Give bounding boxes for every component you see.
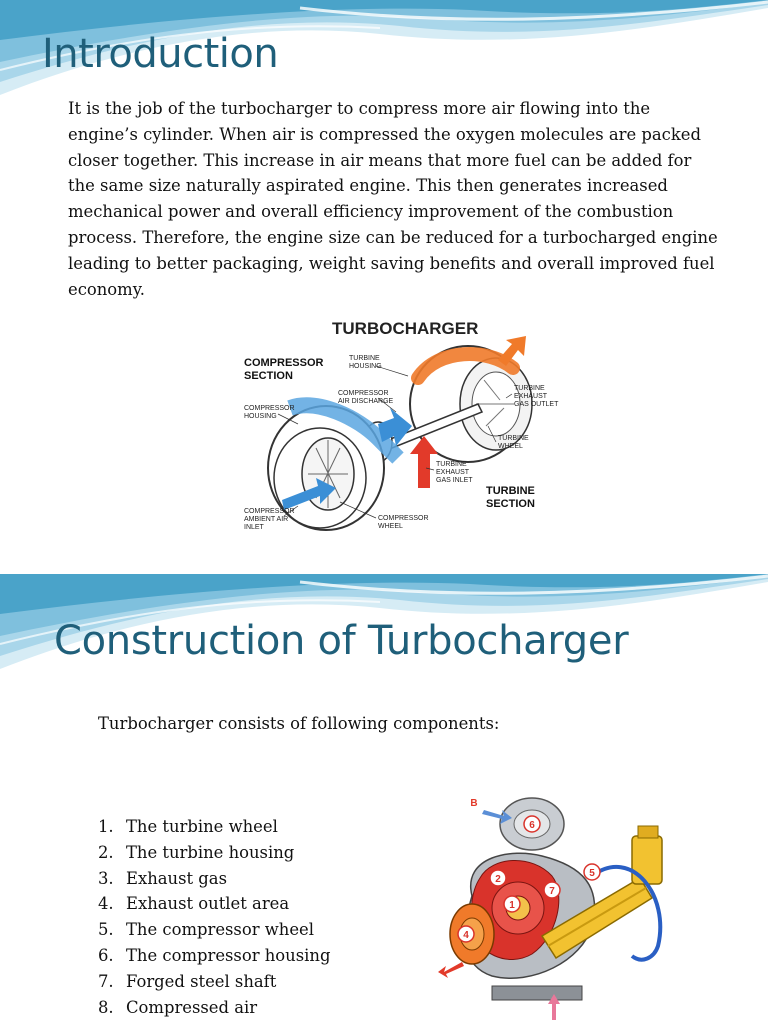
page-title: Introduction — [42, 31, 279, 77]
label-exhaust-outlet-3: GAS OUTLET — [514, 401, 559, 408]
components-intro: Turbocharger consists of following components: — [98, 714, 500, 733]
label-turbine-housing-1: TURBINE — [349, 355, 380, 362]
list-item — [98, 891, 330, 917]
label-compressor-section-2: SECTION — [244, 370, 293, 382]
label-exhaust-outlet-1: TURBINE — [514, 385, 545, 392]
list-item-number: 4. — [98, 894, 114, 914]
list-item-label: The compressor housing — [126, 945, 331, 965]
intro-paragraph — [68, 96, 720, 302]
list-item — [98, 866, 330, 892]
label-exhaust-inlet-2: EXHAUST — [436, 469, 470, 476]
label-compressor-housing-1: COMPRESSOR — [244, 405, 295, 412]
list-item-label: The turbine wheel — [126, 817, 278, 836]
list-item — [98, 840, 330, 866]
list-item-label: The turbine housing — [126, 842, 295, 862]
turbocharger-cutaway-image — [432, 786, 682, 1024]
list-item-number: 3. — [98, 868, 114, 888]
label-turbine-wheel-1: TURBINE — [498, 435, 529, 442]
slide-construction — [0, 574, 768, 1024]
label-air-discharge-2: AIR DISCHARGE — [338, 398, 394, 405]
list-item — [98, 969, 330, 995]
label-turbine-wheel-2: WHEEL — [498, 443, 523, 450]
list-item-number: 2. — [98, 842, 114, 862]
cutaway-label-5: 5 — [589, 868, 595, 879]
turbocharger-diagram — [228, 308, 564, 556]
svg-text:COMPRESSORAIR DISCHARGE — [338, 390, 394, 405]
label-exhaust-inlet-3: GAS INLET — [436, 477, 473, 484]
intro-paragraph-text: It is the job of the turbocharger to compress more air flowing into the engine’s cylinder. When air is compressed the oxygen molecules are packed closer together. This increase in air means that more fuel can be added for the same size naturally aspirated engine. This then generates increased mechanical power and overall efficiency improvement of the combustion process. Therefore, the engine size can be reduced for a turbocharged engine leading to better packaging, weight saving benefits and overall improved fuel economy. — [68, 99, 718, 299]
label-compressor-wheel-1: COMPRESSOR — [378, 515, 429, 522]
list-item-label: Compressed air — [126, 997, 258, 1017]
list-item-number: 5. — [98, 920, 114, 940]
list-item-number: 1. — [98, 817, 114, 836]
list-item — [98, 943, 330, 969]
label-turbine-section-2: SECTION — [486, 498, 535, 510]
components-list — [98, 814, 330, 1020]
list-item-label: Forged steel shaft — [126, 971, 277, 991]
label-exhaust-inlet-1: TURBINE — [436, 461, 467, 468]
label-exhaust-outlet-2: EXHAUST — [514, 393, 548, 400]
cutaway-label-2: 2 — [495, 874, 501, 885]
label-air-discharge-1: COMPRESSOR — [338, 390, 389, 397]
list-item-number: 8. — [98, 997, 114, 1017]
label-ambient-inlet-2: AMBIENT AIR — [244, 516, 289, 523]
svg-text:TURBINESECTION — [486, 485, 535, 510]
cutaway-label-4: 4 — [463, 930, 469, 941]
label-turbine-housing-2: HOUSING — [349, 363, 382, 370]
list-item-number: 6. — [98, 945, 114, 965]
label-compressor-section-1: COMPRESSOR — [244, 357, 324, 369]
label-compressor-wheel-2: WHEEL — [378, 523, 403, 530]
list-item — [98, 995, 330, 1021]
list-item-label: The compressor wheel — [126, 920, 314, 940]
label-compressor-housing-2: HOUSING — [244, 413, 277, 420]
list-item — [98, 917, 330, 943]
cutaway-label-b: B — [470, 798, 478, 809]
section-title: Construction of Turbocharger — [54, 618, 629, 664]
cutaway-label-6: 6 — [529, 820, 535, 831]
list-item-label: Exhaust gas — [126, 868, 227, 888]
diagram-heading: TURBOCHARGER — [332, 319, 479, 338]
label-ambient-inlet-3: INLET — [244, 524, 264, 531]
label-ambient-inlet-1: COMPRESSOR — [244, 508, 295, 515]
list-item-number: 7. — [98, 971, 114, 991]
list-item-label: Exhaust outlet area — [126, 894, 290, 914]
cutaway-label-1: 1 — [509, 900, 515, 911]
cutaway-label-7: 7 — [549, 886, 555, 897]
label-turbine-section-1: TURBINE — [486, 485, 535, 497]
svg-text:TURBINEHOUSING — [349, 355, 382, 370]
list-item — [98, 814, 330, 840]
